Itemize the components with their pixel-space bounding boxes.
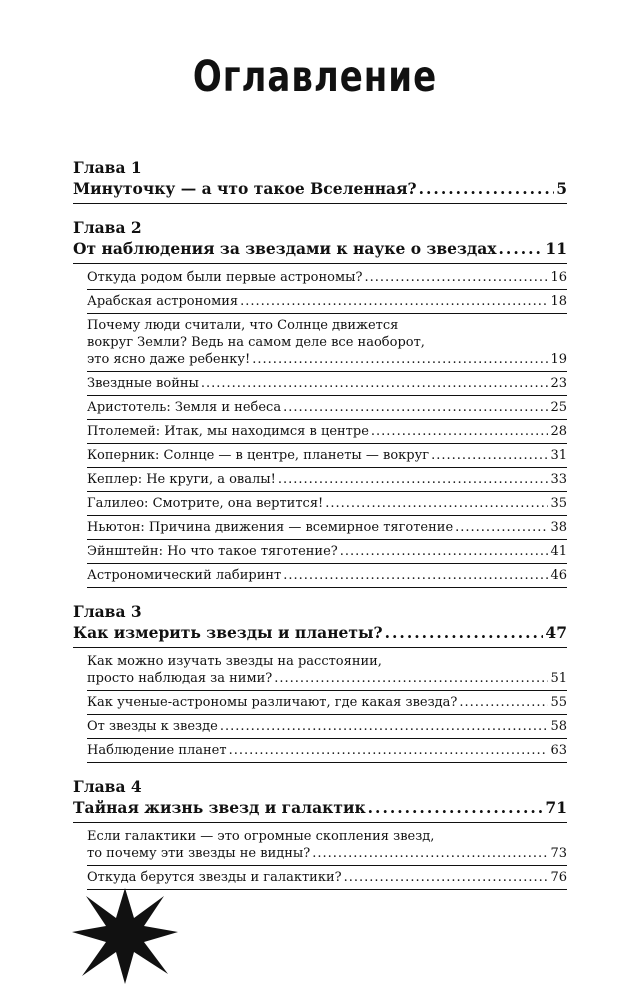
entry-text: От звезды к звезде (87, 719, 218, 734)
entry-text-line: Как можно изучать звезды на расстоянии, (87, 654, 382, 669)
entry-text: просто наблюдая за ними? (87, 671, 273, 686)
entry-page: 28 (550, 424, 567, 439)
dot-leader (459, 694, 548, 711)
entry-list (73, 823, 567, 890)
toc-entry[interactable] (87, 372, 567, 396)
chapter-title-line[interactable] (73, 238, 567, 264)
toc-entry[interactable] (87, 492, 567, 516)
chapter-title: Как измерить звезды и планеты? (73, 623, 383, 642)
dot-leader (325, 495, 548, 512)
entry-page: 31 (550, 448, 567, 463)
entry-text: Звездные войны (87, 376, 199, 391)
dot-leader (283, 567, 548, 584)
entry-text: Астрономический лабиринт (87, 568, 282, 583)
table-of-contents (73, 158, 567, 904)
chapter-title: Минуточку — а что такое Вселенная? (73, 179, 417, 198)
entry-page: 16 (550, 270, 567, 285)
entry-text: Как ученые-астрономы различают, где какая звезда? (87, 695, 458, 710)
entry-page: 19 (550, 352, 567, 367)
entry-text: Кеплер: Не круги, а овалы! (87, 472, 276, 487)
entry-text: Ньютон: Причина движения — всемирное тяготение (87, 520, 454, 535)
toc-entry[interactable] (87, 516, 567, 540)
toc-entry[interactable] (87, 650, 567, 691)
entry-page: 33 (550, 472, 567, 487)
chapter-label: Глава 2 (73, 218, 142, 237)
chapter-block (73, 777, 567, 890)
dot-leader (431, 447, 548, 464)
entry-text: Аристотель: Земля и небеса (87, 400, 282, 415)
toc-entry[interactable] (87, 564, 567, 588)
toc-entry[interactable] (87, 290, 567, 314)
chapter-label: Глава 1 (73, 158, 142, 177)
dot-leader (240, 293, 548, 310)
entry-text: Эйнштейн: Но что такое тяготение? (87, 544, 338, 559)
dot-leader (344, 869, 549, 886)
page-number: 254 (37, 38, 69, 56)
entry-text: то почему эти звезды не видны? (87, 846, 311, 861)
entry-page: 25 (550, 400, 567, 415)
toc-entry[interactable] (87, 540, 567, 564)
dot-leader (283, 399, 548, 416)
dot-leader (340, 543, 549, 560)
entry-text-line: вокруг Земли? Ведь на самом деле все наоборот, (87, 335, 425, 350)
dot-leader (278, 471, 549, 488)
entry-list (73, 648, 567, 763)
toc-entry[interactable] (87, 825, 567, 866)
entry-text-line: Почему люди считали, что Солнце движется (87, 318, 399, 333)
entry-list (73, 264, 567, 588)
entry-page: 46 (550, 568, 567, 583)
chapter-block (73, 158, 567, 204)
dot-leader (385, 622, 544, 644)
toc-entry[interactable] (87, 396, 567, 420)
dot-leader (252, 351, 548, 368)
chapter-page: 11 (545, 239, 567, 258)
toc-entry[interactable] (87, 739, 567, 763)
toc-entry[interactable] (87, 314, 567, 372)
dot-leader (312, 845, 548, 862)
entry-page: 55 (550, 695, 567, 710)
entry-text: Птолемей: Итак, мы находимся в центре (87, 424, 369, 439)
toc-entry[interactable] (87, 715, 567, 739)
chapter-title-line[interactable] (73, 797, 567, 823)
toc-entry[interactable] (87, 468, 567, 492)
chapter-title: Тайная жизнь звезд и галактик (73, 798, 366, 817)
dot-leader (201, 375, 549, 392)
entry-text: Откуда родом были первые астрономы? (87, 270, 363, 285)
chapter-label: Глава 4 (73, 777, 142, 796)
toc-entry[interactable] (87, 866, 567, 890)
chapter-title-line[interactable] (73, 178, 567, 204)
dot-leader (274, 670, 548, 687)
entry-text: Наблюдение планет (87, 743, 227, 758)
entry-text: Коперник: Солнце — в центре, планеты — вокруг (87, 448, 430, 463)
dot-leader (364, 269, 548, 286)
dot-leader (419, 178, 555, 200)
entry-page: 18 (550, 294, 567, 309)
entry-text-line: Если галактики — это огромные скопления звезд, (87, 829, 435, 844)
entry-page: 76 (550, 870, 567, 885)
dot-leader (220, 718, 549, 735)
dot-leader (455, 519, 548, 536)
entry-page: 35 (550, 496, 567, 511)
entry-text: Галилео: Смотрите, она вертится! (87, 496, 324, 511)
entry-page: 23 (550, 376, 567, 391)
chapter-page: 47 (545, 623, 567, 642)
chapter-title-line[interactable] (73, 622, 567, 648)
chapter-block (73, 602, 567, 763)
entry-text: это ясно даже ребенку! (87, 352, 251, 367)
dot-leader (499, 238, 544, 260)
chapter-block (73, 218, 567, 588)
chapter-title: От наблюдения за звездами к науке о звездах (73, 239, 497, 258)
dot-leader (229, 742, 549, 759)
chapter-label: Глава 3 (73, 602, 142, 621)
toc-entry[interactable] (87, 691, 567, 715)
entry-text: Арабская астрономия (87, 294, 239, 309)
toc-entry[interactable] (87, 444, 567, 468)
entry-page: 73 (550, 846, 567, 861)
entry-page: 63 (550, 743, 567, 758)
entry-page: 51 (550, 671, 567, 686)
entry-text: Откуда берутся звезды и галактики? (87, 870, 342, 885)
page-title: Оглавление (192, 52, 438, 102)
toc-entry[interactable] (87, 420, 567, 444)
toc-entry[interactable] (87, 266, 567, 290)
dot-leader (368, 797, 544, 819)
chapter-page: 5 (556, 179, 567, 198)
chapter-page: 71 (545, 798, 567, 817)
page-number-star-icon (72, 888, 178, 984)
dot-leader (371, 423, 549, 440)
entry-page: 58 (550, 719, 567, 734)
entry-page: 38 (550, 520, 567, 535)
entry-page: 41 (550, 544, 567, 559)
